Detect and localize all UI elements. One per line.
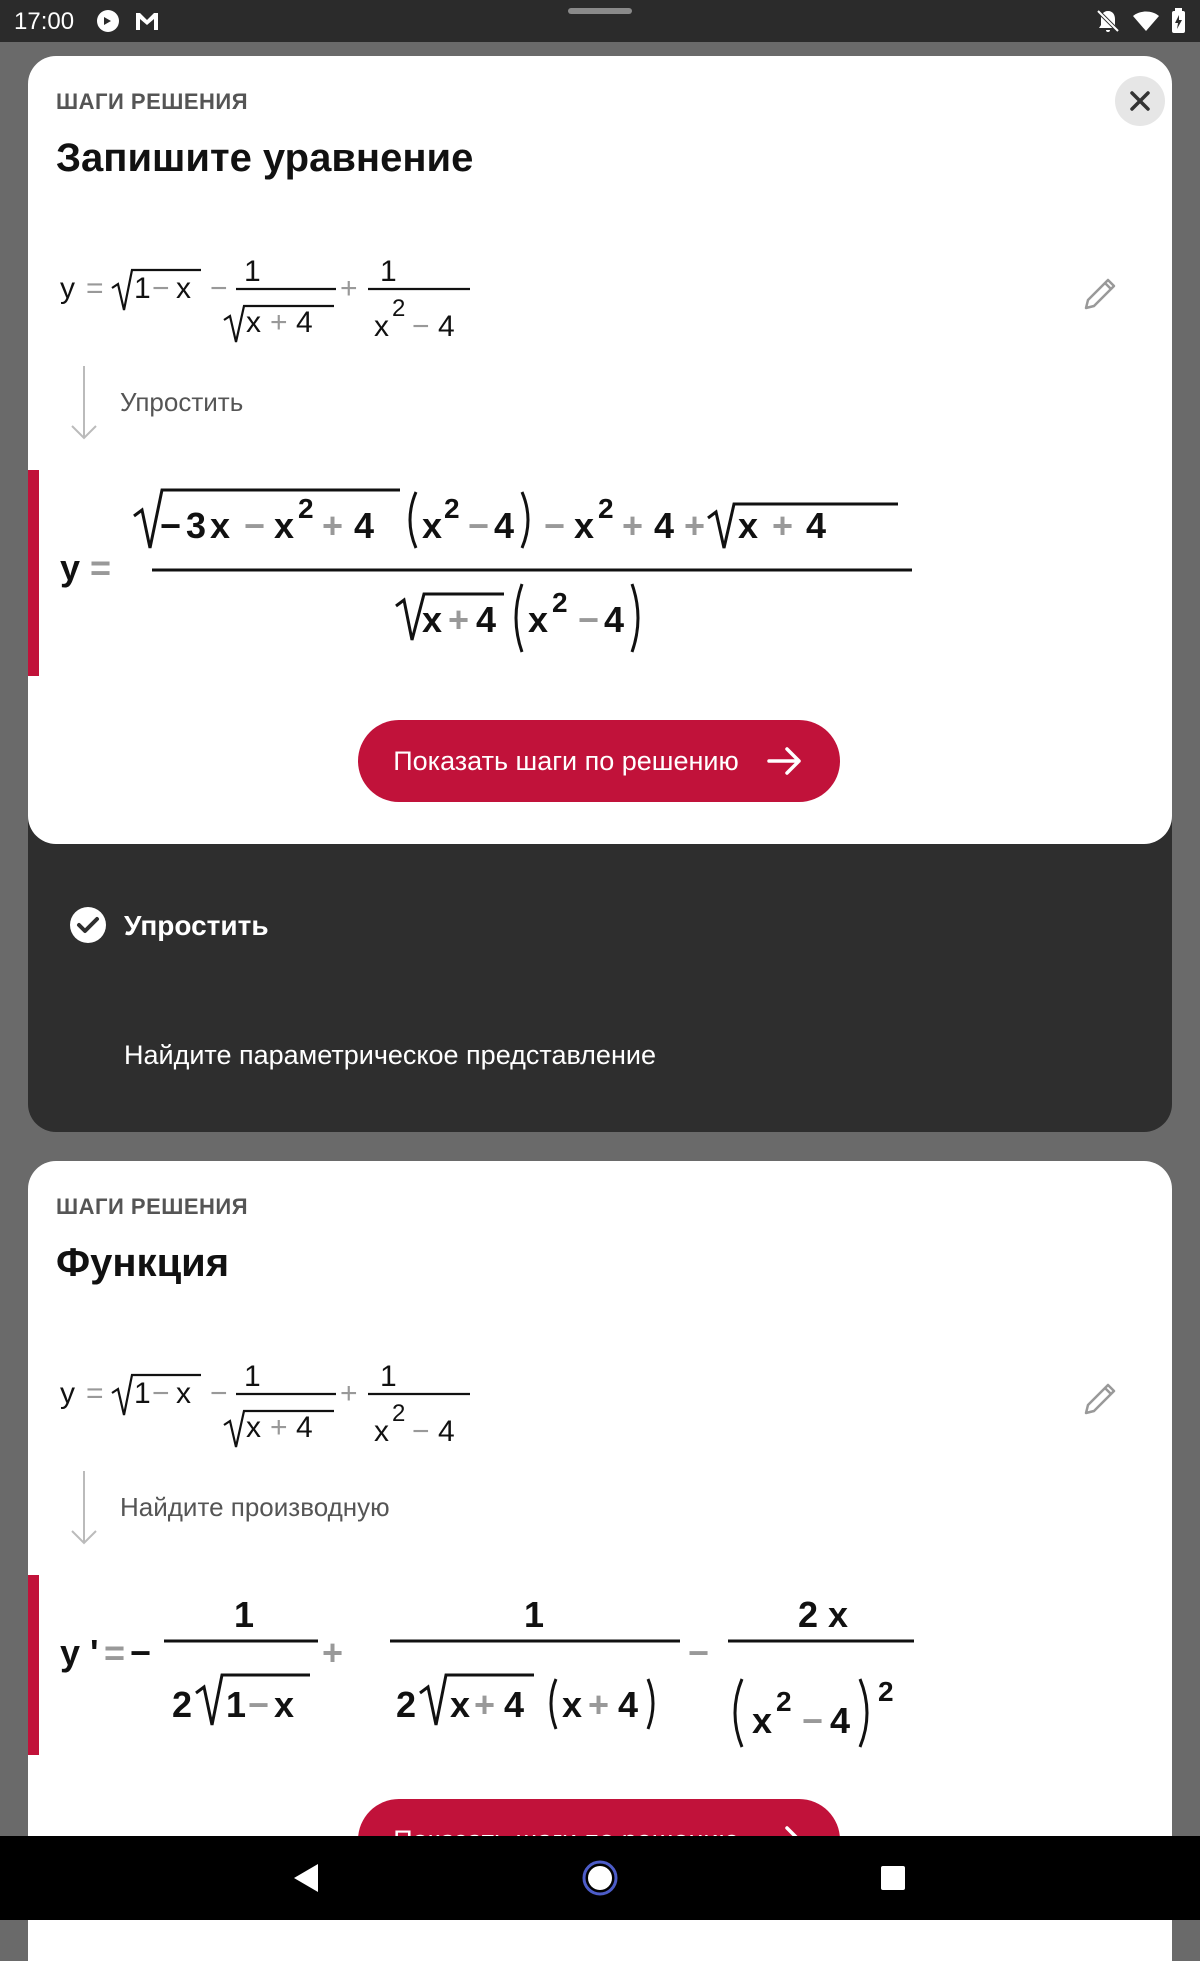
status-time: 17:00 xyxy=(14,8,75,35)
res-minus-4: − xyxy=(544,505,566,546)
back-icon[interactable] xyxy=(286,1858,326,1898)
der-t2-4b: 4 xyxy=(618,1684,639,1725)
res-exp-3: 2 xyxy=(598,493,614,524)
der-t2-x-2: x xyxy=(562,1684,583,1725)
eq-plus: + xyxy=(270,306,288,339)
show-steps-label: Показать шаги по решению xyxy=(393,745,739,776)
eq-equals: = xyxy=(86,272,104,305)
status-bar xyxy=(0,0,1200,42)
res-minus-3: − xyxy=(468,505,490,546)
der-t1-2: 2 xyxy=(172,1684,193,1725)
fn-x-3: x xyxy=(374,1415,389,1448)
der-t2-plus-2: + xyxy=(588,1684,610,1725)
fn-x-2: x xyxy=(246,1411,261,1444)
der-t2-plus: + xyxy=(474,1684,496,1725)
eq-num-1b: 1 xyxy=(380,255,397,288)
der-t1-x: x xyxy=(274,1684,295,1725)
eq-exp-2: 2 xyxy=(392,295,406,322)
eq-y: y xyxy=(60,272,75,305)
res-x-2: x xyxy=(274,505,295,546)
res-plus: + xyxy=(322,505,344,546)
fn-4: 4 xyxy=(296,1411,313,1444)
der-t2-2: 2 xyxy=(396,1684,417,1725)
der-t2-4: 4 xyxy=(504,1684,525,1725)
der-eq: = xyxy=(104,1632,126,1673)
edit-pencil-icon[interactable] xyxy=(1078,1377,1122,1421)
der-t1-num: 1 xyxy=(234,1594,255,1635)
res-den-x: x xyxy=(422,599,443,640)
res-plus-2: + xyxy=(622,505,644,546)
gmail-icon xyxy=(133,7,161,35)
der-t3-4: 4 xyxy=(830,1700,851,1741)
res-den-exp: 2 xyxy=(552,587,568,618)
fn-x: x xyxy=(176,1377,191,1410)
der-t3-exp-2: 2 xyxy=(878,1676,894,1707)
eq-x: x xyxy=(176,272,191,305)
battery-icon xyxy=(1164,7,1192,35)
fn-1: 1 xyxy=(134,1377,151,1410)
der-t3-exp: 2 xyxy=(776,1686,792,1717)
card-eyebrow: ШАГИ РЕШЕНИЯ xyxy=(56,89,249,114)
down-arrow-icon xyxy=(66,364,102,442)
der-t3-minus: − xyxy=(802,1700,824,1741)
show-steps-button[interactable] xyxy=(358,720,840,802)
res-plus-3: + xyxy=(684,505,706,546)
check-circle-icon xyxy=(69,906,107,944)
fn-plus: + xyxy=(270,1411,288,1444)
der-minus: − xyxy=(130,1632,152,1673)
res-4c: 4 xyxy=(654,505,675,546)
res-minus-2: − xyxy=(244,505,266,546)
der-plus: + xyxy=(322,1632,344,1673)
edit-pencil-icon[interactable] xyxy=(1078,272,1122,316)
down-arrow-icon xyxy=(66,1469,102,1547)
eq-num-1: 1 xyxy=(244,255,261,288)
res-den-minus: − xyxy=(578,599,600,640)
res-exp: 2 xyxy=(298,493,314,524)
fn-minus-2: − xyxy=(210,1377,228,1410)
res-plus-4: + xyxy=(772,505,794,546)
fn-eq: = xyxy=(86,1377,104,1410)
fn-num-1b: 1 xyxy=(380,1360,397,1393)
eq-minus-3: − xyxy=(412,310,430,343)
eq-4b: 4 xyxy=(438,310,455,343)
card-eyebrow: ШАГИ РЕШЕНИЯ xyxy=(56,1194,249,1219)
res-den-plus: + xyxy=(448,599,470,640)
fn-y: y xyxy=(60,1377,75,1410)
res-x-5: x xyxy=(738,505,759,546)
step-label: Найдите производную xyxy=(120,1492,390,1522)
card-title: Функция xyxy=(56,1241,230,1285)
res-den-x-2: x xyxy=(528,599,549,640)
res-y: y xyxy=(60,547,81,588)
result-accent-bar xyxy=(28,470,39,676)
res-4: 4 xyxy=(354,505,375,546)
whatsapp-icon xyxy=(94,7,122,35)
solution-steps-card xyxy=(28,56,1172,844)
wifi-icon xyxy=(1132,7,1160,35)
der-t1-minus: − xyxy=(248,1684,270,1725)
res-3: 3 xyxy=(186,505,207,546)
res-den-4b: 4 xyxy=(604,599,625,640)
result-accent-bar xyxy=(28,1575,39,1755)
derivative-result xyxy=(48,1561,928,1781)
eq-plus-2: + xyxy=(340,272,358,305)
close-button[interactable] xyxy=(1115,76,1165,126)
der-t3-x: x xyxy=(752,1700,773,1741)
function-equation xyxy=(48,1331,508,1471)
fn-plus-2: + xyxy=(340,1377,358,1410)
res-minus: − xyxy=(160,505,182,546)
der-t1-1: 1 xyxy=(226,1684,247,1725)
fn-exp: 2 xyxy=(392,1400,406,1427)
home-icon[interactable] xyxy=(580,1858,620,1898)
res-den-4: 4 xyxy=(476,599,497,640)
eq-x-3: x xyxy=(374,310,389,343)
res-4d: 4 xyxy=(806,505,827,546)
fn-4b: 4 xyxy=(438,1415,455,1448)
step-item-simplify[interactable]: Упростить xyxy=(124,910,269,941)
res-eq: = xyxy=(90,547,112,588)
recents-icon[interactable] xyxy=(873,1858,913,1898)
system-navigation-bar xyxy=(0,1836,1200,1920)
der-t2-x: x xyxy=(450,1684,471,1725)
simplified-result xyxy=(48,456,928,696)
card-title: Запишите уравнение xyxy=(56,136,474,180)
fn-minus-3: − xyxy=(412,1415,430,1448)
res-exp-2: 2 xyxy=(444,493,460,524)
eq-x-2: x xyxy=(246,306,261,339)
steps-panel xyxy=(28,800,1172,1132)
drag-handle[interactable] xyxy=(568,8,632,14)
arrow-right-icon xyxy=(765,741,805,781)
eq-4: 4 xyxy=(296,306,313,339)
original-equation xyxy=(48,226,508,366)
der-yprime: y ' xyxy=(60,1632,99,1673)
close-icon xyxy=(1128,89,1152,113)
res-x: x xyxy=(210,505,231,546)
res-x-3: x xyxy=(422,505,443,546)
res-4b: 4 xyxy=(494,505,515,546)
der-t3-num: 2 x xyxy=(798,1594,849,1635)
step-item-parametric[interactable]: Найдите параметрическое представление xyxy=(124,1040,656,1070)
eq-1: 1 xyxy=(134,272,151,305)
res-x-4: x xyxy=(574,505,595,546)
fn-num-1: 1 xyxy=(244,1360,261,1393)
eq-minus-2: − xyxy=(210,272,228,305)
fn-minus: − xyxy=(152,1377,170,1410)
der-t2-num: 1 xyxy=(524,1594,545,1635)
der-minus-2: − xyxy=(688,1632,710,1673)
eq-minus: − xyxy=(152,272,170,305)
step-label: Упростить xyxy=(120,387,244,417)
do-not-disturb-icon xyxy=(1094,7,1122,35)
